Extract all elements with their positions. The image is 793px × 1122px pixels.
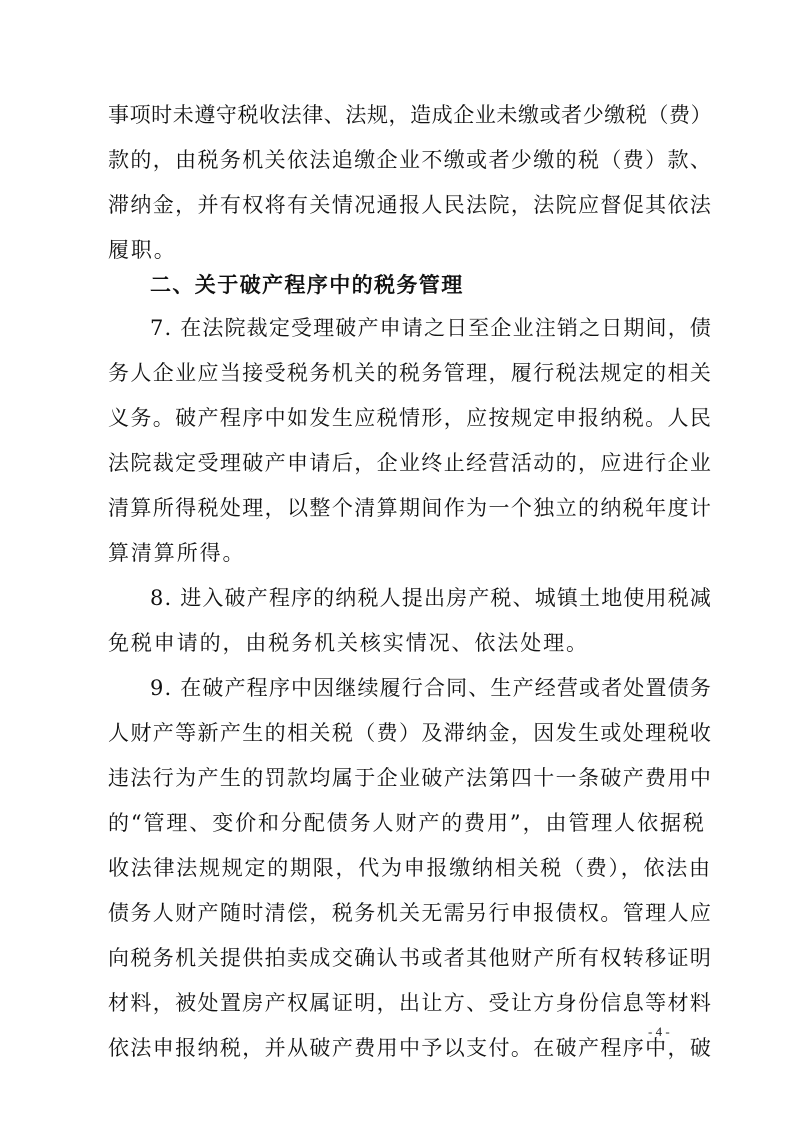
text-line: 的“管理、变价和分配债务人财产的费用”，由管理人依据税 — [108, 811, 706, 835]
text-line: 9. 在破产程序中因继续履行合同、生产经营或者处置债务 — [150, 676, 713, 700]
text-line: 法院裁定受理破产申请后，企业终止经营活动的，应进行企业 — [108, 451, 713, 475]
text-line: 违法行为产生的罚款均属于企业破产法第四十一条破产费用中 — [108, 766, 713, 790]
text-line: 事项时未遵守税收法律、法规，造成企业未缴或者少缴税（费） — [108, 103, 713, 127]
text-line: 债务人财产随时清偿，税务机关无需另行申报债权。管理人应 — [108, 901, 713, 925]
text-line: 依法申报纳税，并从破产费用中予以支付。在破产程序中，破 — [108, 1036, 713, 1060]
text-line: 人财产等新产生的相关税（费）及滞纳金，因发生或处理税收 — [108, 721, 713, 745]
text-line: 款的，由税务机关依法追缴企业不缴或者少缴的税（费）款、 — [108, 148, 713, 172]
text-line: 收法律法规规定的期限，代为申报缴纳相关税（费），依法由 — [108, 856, 712, 880]
text-line: 义务。破产程序中如发生应税情形，应按规定申报纳税。人民 — [108, 406, 713, 430]
text-line: 向税务机关提供拍卖成交确认书或者其他财产所有权转移证明 — [108, 946, 713, 970]
text-line: 免税申请的，由税务机关核实情况、依法处理。 — [108, 631, 589, 655]
page-number: - 4 - — [648, 1024, 670, 1039]
text-line: 材料，被处置房产权属证明，出让方、受让方身份信息等材料 — [108, 991, 713, 1015]
text-line: 8. 进入破产程序的纳税人提出房产税、城镇土地使用税减 — [150, 586, 713, 610]
section-heading: 二、关于破产程序中的税务管理 — [150, 273, 464, 297]
text-line: 滞纳金，并有权将有关情况通报人民法院，法院应督促其依法 — [108, 193, 713, 217]
text-line: 7. 在法院裁定受理破产申请之日至企业注销之日期间，债 — [150, 316, 713, 340]
text-line: 履职。 — [108, 238, 177, 262]
text-line: 务人企业应当接受税务机关的税务管理，履行税法规定的相关 — [108, 361, 713, 385]
text-line: 清算所得税处理，以整个清算期间作为一个独立的纳税年度计 — [108, 496, 713, 520]
text-line: 算清算所得。 — [108, 541, 246, 565]
